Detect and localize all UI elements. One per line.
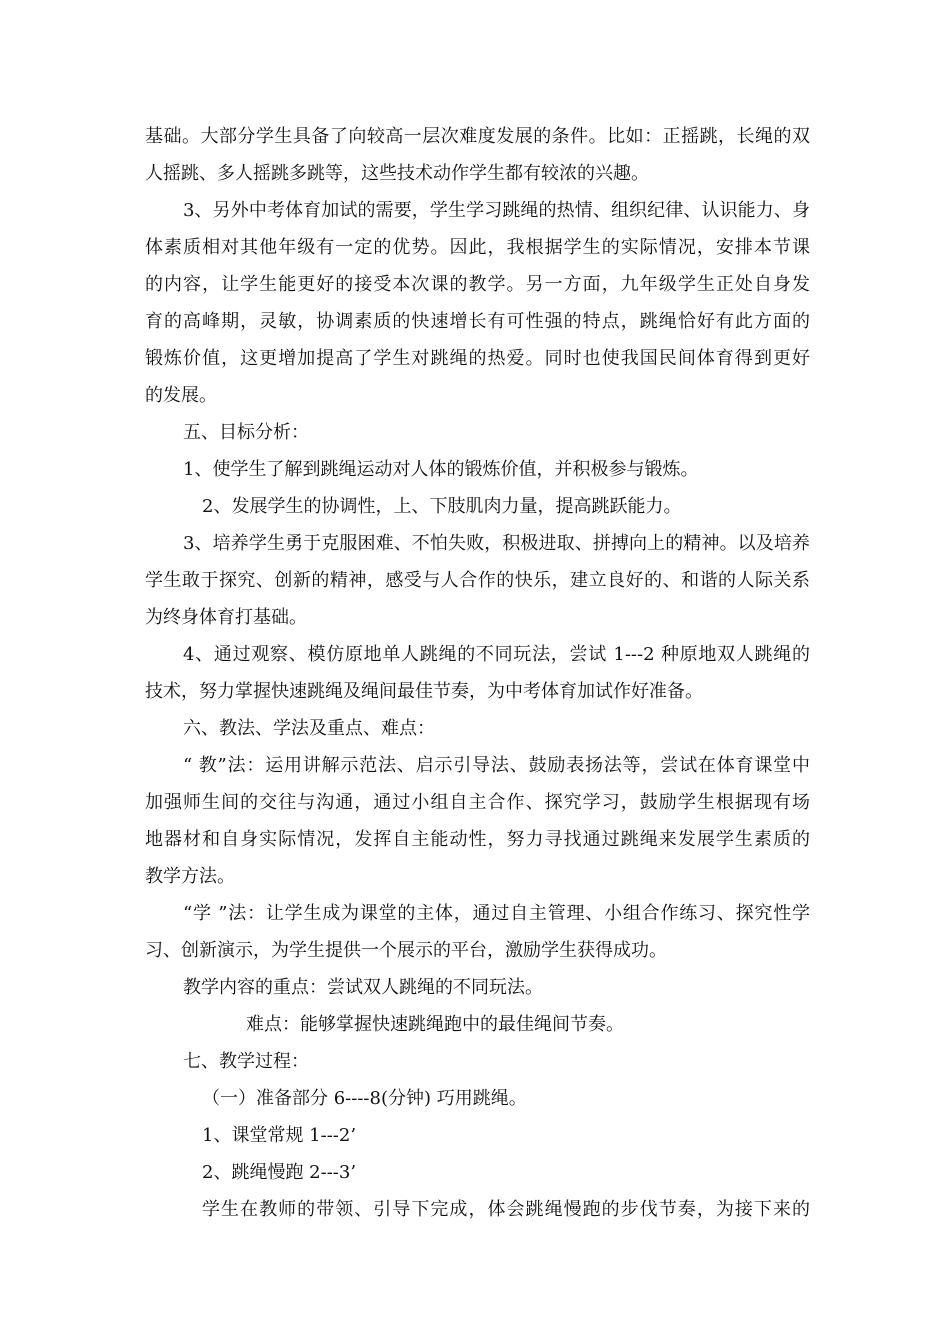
paragraph-line: 体素质相对其他年级有一定的优势。因此，我根据学生的实际情况，安排本节课 — [145, 237, 810, 258]
paragraph-line: 2、发展学生的协调性，上、下肢肌肉力量，提高跳跃能力。 — [202, 496, 682, 517]
paragraph-line: 的内容，让学生能更好的接受本次课的教学。另一方面，九年级学生正处自身发 — [145, 274, 810, 295]
paragraph-line: 为终身体育打基础。 — [145, 607, 307, 628]
list-item: 2、跳绳慢跑 2---3’ — [202, 1162, 357, 1183]
section-heading: 七、教学过程： — [183, 1051, 309, 1072]
subsection-heading: （一）准备部分 6----8(分钟) 巧用跳绳。 — [202, 1088, 527, 1109]
paragraph-line: 1、使学生了解到跳绳运动对人体的锻炼价值，并积极参与锻炼。 — [183, 459, 699, 480]
paragraph-line: 育的高峰期，灵敏，协调素质的快速增长有可性强的特点，跳绳恰好有此方面的 — [145, 311, 810, 332]
paragraph-line: 3、培养学生勇于克服困难、不怕失败，积极进取、拼搏向上的精神。以及培养 — [183, 533, 810, 554]
paragraph-line: 基础。大部分学生具备了向较高一层次难度发展的条件。比如：正摇跳，长绳的双 — [145, 126, 810, 147]
section-heading: 五、目标分析： — [183, 422, 309, 443]
paragraph-line: 教学方法。 — [145, 866, 235, 887]
paragraph-line: 地器材和自身实际情况，发挥自主能动性，努力寻找通过跳绳来发展学生素质的 — [145, 829, 810, 850]
paragraph-line: 加强师生间的交往与沟通，通过小组自主合作、探究学习，鼓励学生根据现有场 — [145, 792, 810, 813]
paragraph-line: 人摇跳、多人摇跳多跳等，这些技术动作学生都有较浓的兴趣。 — [145, 163, 649, 184]
paragraph-line: “ 教”法：运用讲解示范法、启示引导法、鼓励表扬法等，尝试在体育课堂中 — [183, 755, 810, 776]
paragraph-line: 教学内容的重点：尝试双人跳绳的不同玩法。 — [183, 977, 543, 998]
paragraph-line: 难点：能够掌握快速跳绳跑中的最佳绳间节奏。 — [246, 1014, 624, 1035]
paragraph-line: 锻炼价值，这更增加提高了学生对跳绳的热爱。同时也使我国民间体育得到更好 — [145, 348, 810, 369]
paragraph-line: 习、创新演示，为学生提供一个展示的平台，激励学生获得成功。 — [145, 940, 667, 961]
paragraph-line: 学生敢于探究、创新的精神，感受与人合作的快乐，建立良好的、和谐的人际关系 — [145, 570, 810, 591]
section-heading: 六、教法、学法及重点、难点： — [183, 718, 435, 739]
paragraph-line: 3、另外中考体育加试的需要，学生学习跳绳的热情、组织纪律、认识能力、身 — [183, 200, 810, 221]
paragraph-line: 4、通过观察、模仿原地单人跳绳的不同玩法，尝试 1---2 种原地双人跳绳的 — [183, 644, 810, 665]
list-item: 1、课堂常规 1---2’ — [202, 1125, 357, 1146]
paragraph-line: 的发展。 — [145, 385, 217, 406]
paragraph-line: 技术，努力掌握快速跳绳及绳间最佳节奏，为中考体育加试作好准备。 — [145, 681, 703, 702]
paragraph-line: 学生在教师的带领、引导下完成，体会跳绳慢跑的步伐节奏，为接下来的 — [202, 1199, 810, 1220]
paragraph-line: “学 ”法：让学生成为课堂的主体，通过自主管理、小组合作练习、探究性学 — [183, 903, 810, 924]
